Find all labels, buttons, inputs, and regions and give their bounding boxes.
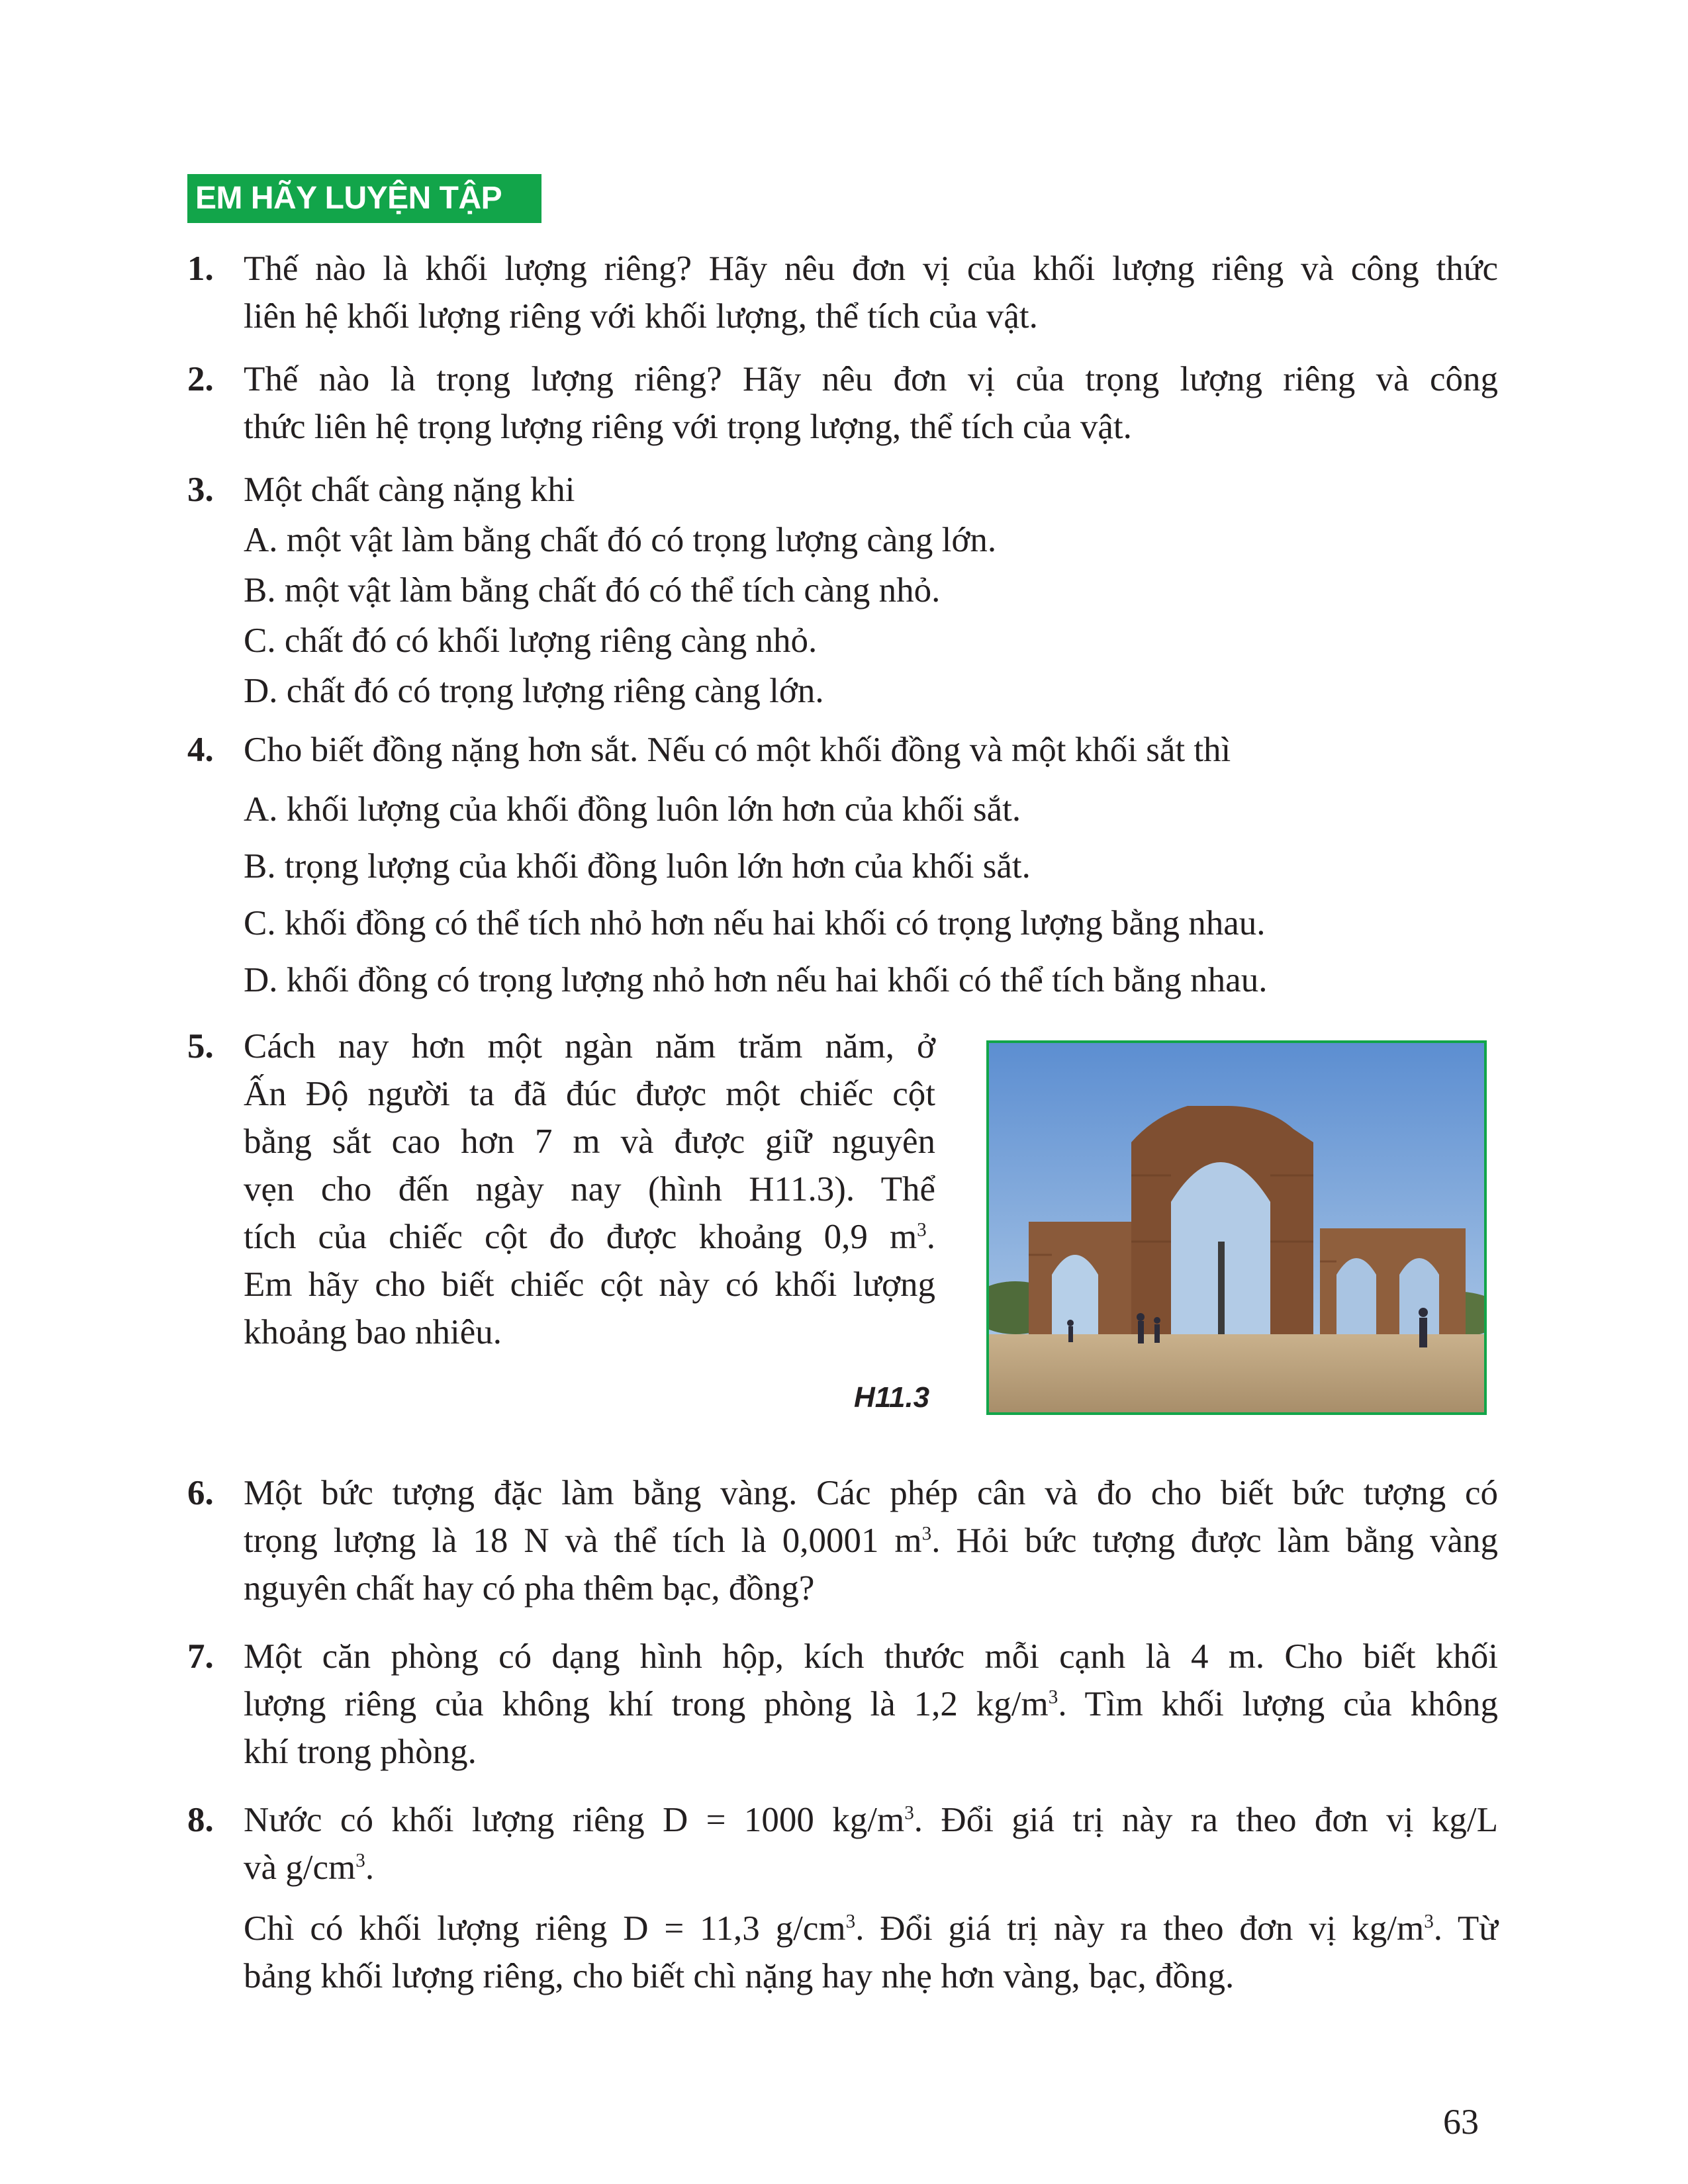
question-8-line-1 xyxy=(244,1796,1498,1844)
question-7-number: 7. xyxy=(187,1637,214,1676)
question-7-line-2 xyxy=(244,1680,1498,1728)
question-5-line-5-end: . xyxy=(926,1218,935,1256)
question-5-line-5 xyxy=(244,1213,935,1261)
question-7-line-3: khí trong phòng. xyxy=(244,1733,477,1771)
question-6-line-3: nguyên chất hay có pha thêm bạc, đồng? xyxy=(244,1569,815,1608)
question-4-stem: Cho biết đồng nặng hơn sắt. Nếu có một khối đồng và một khối sắt thì xyxy=(244,731,1231,769)
question-8-line-3-c: . Từ xyxy=(1433,1909,1498,1948)
question-5-line-5-text: tích của chiếc cột đo được khoảng 0,9 m xyxy=(244,1218,917,1256)
question-1-line-2: liên hệ khối lượng riêng với khối lượng, thể tích của vật. xyxy=(244,297,1038,336)
superscript: 3 xyxy=(917,1219,927,1241)
question-2-line-2: thức liên hệ trọng lượng riêng với trọng lượng, thể tích của vật. xyxy=(244,408,1132,446)
ruins-illustration xyxy=(989,1043,1484,1412)
question-5-line-1: Cách nay hơn một ngàn năm trăm năm, ở xyxy=(244,1027,935,1066)
question-6-line-2 xyxy=(244,1517,1498,1565)
question-4-option-a: A. khối lượng của khối đồng luôn lớn hơn của khối sắt. xyxy=(244,790,1021,829)
question-1-line-1: Thế nào là khối lượng riêng? Hãy nêu đơn vị của khối lượng riêng và công thức xyxy=(244,250,1498,288)
superscript: 3 xyxy=(921,1523,932,1545)
iron-pillar-photo xyxy=(986,1040,1487,1415)
question-5-line-2: Ấn Độ người ta đã đúc được một chiếc cột xyxy=(244,1075,935,1113)
question-3-number: 3. xyxy=(187,471,214,509)
question-4-option-d: D. khối đồng có trọng lượng nhỏ hơn nếu hai khối có thể tích bằng nhau. xyxy=(244,961,1268,999)
question-5-line-6: Em hãy cho biết chiếc cột này có khối lượng xyxy=(244,1265,935,1304)
question-8-line-1-a: Nước có khối lượng riêng D = 1000 kg/m xyxy=(244,1801,905,1839)
question-8-line-3-a: Chì có khối lượng riêng D = 11,3 g/cm xyxy=(244,1909,846,1948)
question-3-option-d: D. chất đó có trọng lượng riêng càng lớn. xyxy=(244,672,824,710)
question-3-option-b: B. một vật làm bằng chất đó có thể tích càng nhỏ. xyxy=(244,571,941,610)
page-number: 63 xyxy=(1443,2102,1479,2142)
superscript: 3 xyxy=(1424,1911,1434,1933)
question-3-stem: Một chất càng nặng khi xyxy=(244,471,575,509)
question-5-number: 5. xyxy=(187,1027,214,1066)
question-5-line-4: vẹn cho đến ngày nay (hình H11.3). Thể xyxy=(244,1170,935,1208)
superscript: 3 xyxy=(1048,1686,1058,1708)
question-5-line-7: khoảng bao nhiêu. xyxy=(244,1313,502,1351)
figure-caption: H11.3 xyxy=(854,1381,930,1414)
question-4-number: 4. xyxy=(187,731,214,769)
question-8-line-3-b: . Đổi giá trị này ra theo đơn vị kg/m xyxy=(855,1909,1425,1948)
superscript: 3 xyxy=(845,1911,856,1933)
question-7-line-2-a: lượng riêng của không khí trong phòng là 1,2 kg/m xyxy=(244,1685,1049,1723)
question-6-line-2-a: trọng lượng là 18 N và thể tích là 0,0001 m xyxy=(244,1522,922,1560)
question-6-line-1: Một bức tượng đặc làm bằng vàng. Các phép cân và đo cho biết bức tượng có xyxy=(244,1474,1498,1512)
question-2-number: 2. xyxy=(187,360,214,398)
question-8-line-4: bảng khối lượng riêng, cho biết chì nặng hay nhẹ hơn vàng, bạc, đồng. xyxy=(244,1957,1235,1995)
question-6-number: 6. xyxy=(187,1474,214,1512)
section-heading: EM HÃY LUYỆN TẬP xyxy=(187,174,541,223)
question-7-line-2-b: . Tìm khối lượng của không xyxy=(1058,1685,1498,1723)
question-8-number: 8. xyxy=(187,1801,214,1839)
question-8-line-3 xyxy=(244,1905,1498,1952)
question-3-option-c: C. chất đó có khối lượng riêng càng nhỏ. xyxy=(244,621,818,660)
question-3-option-a: A. một vật làm bằng chất đó có trọng lượng càng lớn. xyxy=(244,521,997,559)
question-2-line-1: Thế nào là trọng lượng riêng? Hãy nêu đơn vị của trọng lượng riêng và công xyxy=(244,360,1498,398)
question-6-line-2-b: . Hỏi bức tượng được làm bằng vàng xyxy=(931,1522,1498,1560)
question-8-line-2 xyxy=(244,1844,374,1891)
question-8-line-1-b: . Đổi giá trị này ra theo đơn vị kg/L xyxy=(914,1801,1498,1839)
question-7-line-1: Một căn phòng có dạng hình hộp, kích thước mỗi cạnh là 4 m. Cho biết khối xyxy=(244,1637,1498,1676)
question-8-line-2-a: và g/cm xyxy=(244,1848,356,1887)
superscript: 3 xyxy=(904,1802,914,1824)
question-4-option-c: C. khối đồng có thể tích nhỏ hơn nếu hai khối có trọng lượng bằng nhau. xyxy=(244,904,1266,942)
superscript: 3 xyxy=(355,1850,365,1872)
question-1-number: 1. xyxy=(187,250,214,288)
question-5-line-3: bằng sắt cao hơn 7 m và được giữ nguyên xyxy=(244,1122,935,1161)
question-8-line-2-b: . xyxy=(365,1848,375,1887)
question-4-option-b: B. trọng lượng của khối đồng luôn lớn hơn của khối sắt. xyxy=(244,847,1031,886)
